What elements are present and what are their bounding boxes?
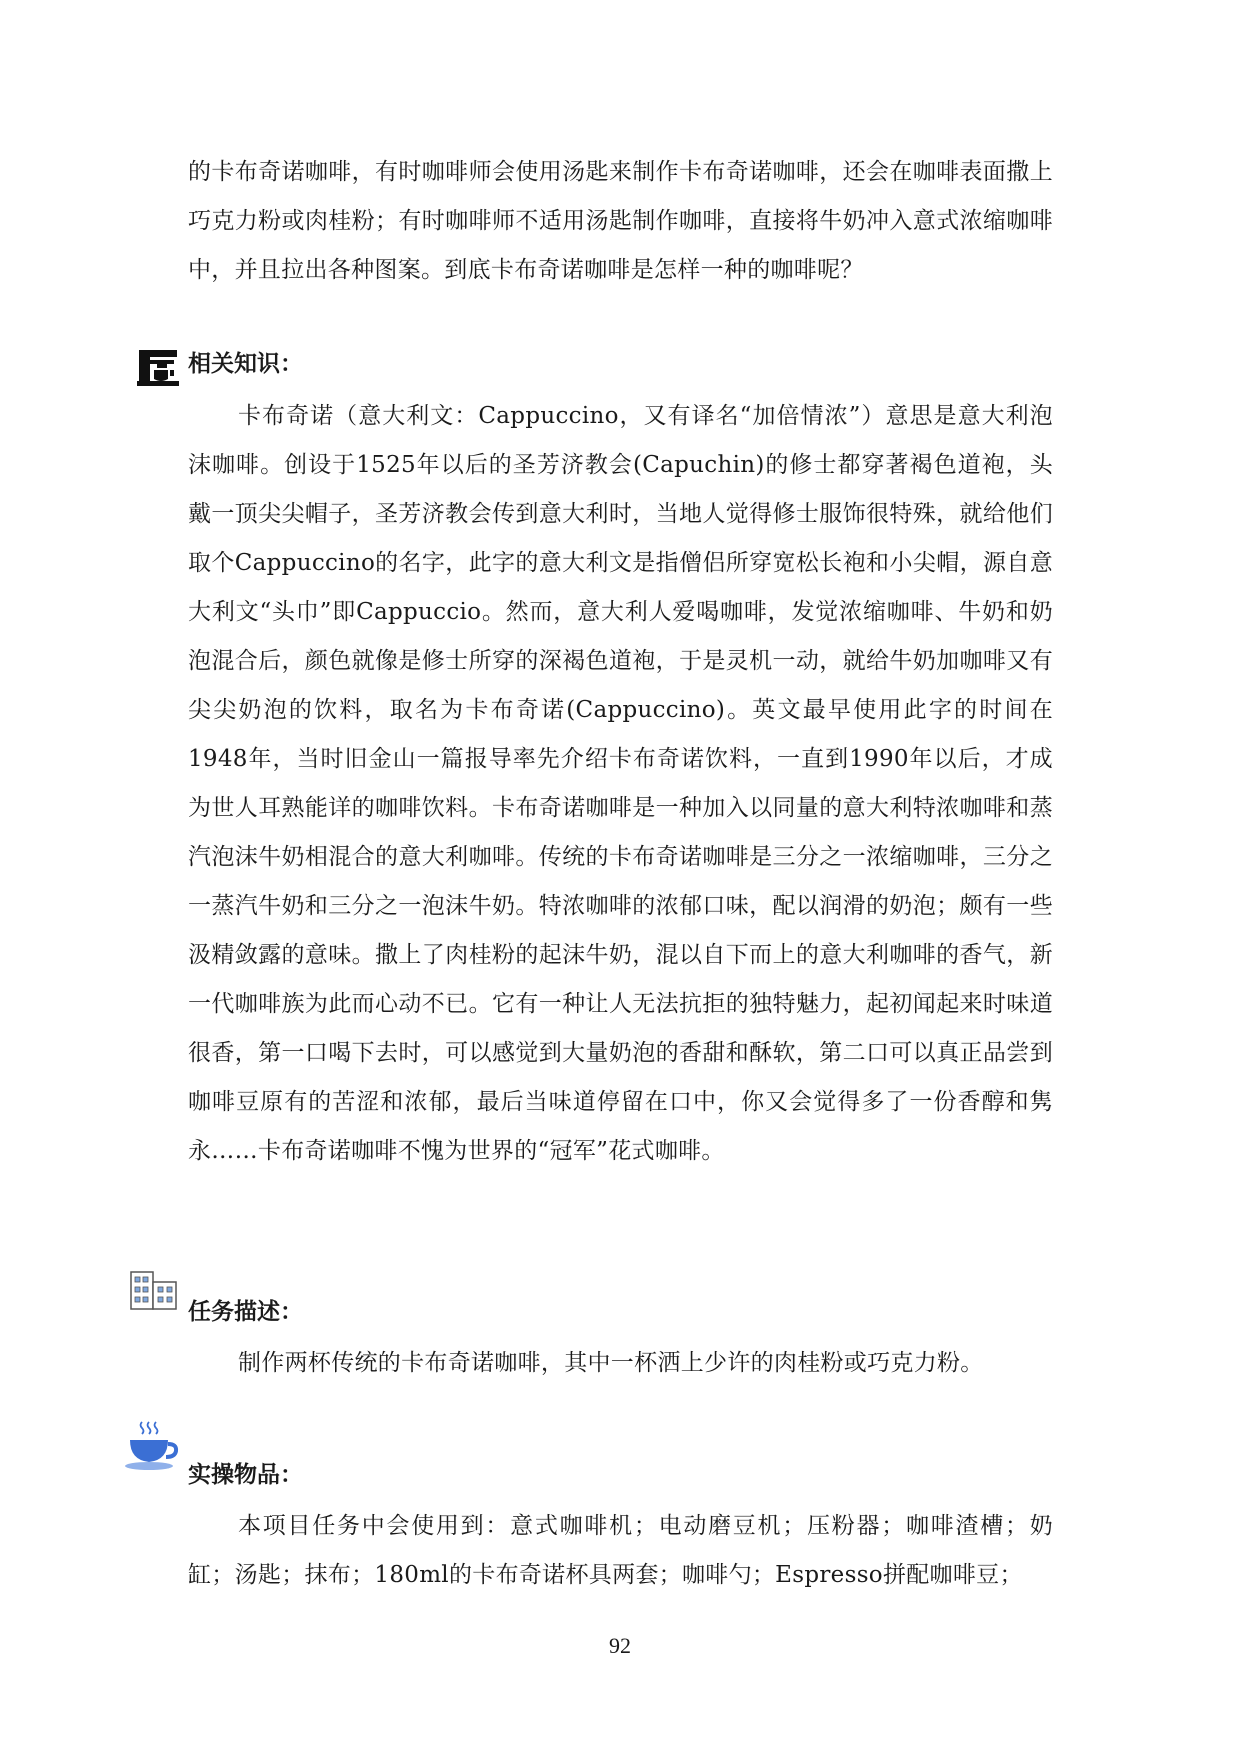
knowledge-paragraph: 卡布奇诺（意大利文：Cappuccino，又有译名“加倍情浓”）意思是意大利泡沫咖啡。创设于1525年以后的圣芳济教会(Capuchin)的修士都穿著褐色道袍，头戴一顶尖尖帽子，圣芳济教会传到意大利时，当地人觉得修士服饰很特殊，就给他们取个Cappuccino的名字，此字的意大利文是指僧侣所穿宽松长袍和小尖帽，源自意大利文“头巾”即Cappuccio。然而，意大利人爱喝咖啡，发觉浓缩咖啡、牛奶和奶泡混合后，颜色就像是修士所穿的深褐色道袍，于是灵机一动，就给牛奶加咖啡又有尖尖奶泡的饮料，取名为卡布奇诺(Cappuccino)。英文最早使用此字的时间在1948年，当时旧金山一篇报导率先介绍卡布奇诺饮料，一直到1990年以后，才成为世人耳熟能详的咖啡饮料。卡布奇诺咖啡是一种加入以同量的意大利特浓咖啡和蒸汽泡沫牛奶相混合的意大利咖啡。传统的卡布奇诺咖啡是三分之一浓缩咖啡，三分之一蒸汽牛奶和三分之一泡沫牛奶。特浓咖啡的浓郁口味，配以润滑的奶泡；颇有一些汲精敛露的意味。撒上了肉桂粉的起沫牛奶，混以自下而上的意大利咖啡的香气，新一代咖啡族为此而心动不已。它有一种让人无法抗拒的独特魅力，起初闻起来时味道很香，第一口喝下去时，可以感觉到大量奶泡的香甜和酥软，第二口可以真正品尝到咖啡豆原有的苦涩和浓郁，最后当味道停留在口中，你又会觉得多了一份香醇和隽永……卡布奇诺咖啡不愧为世界的“冠军”花式咖啡。 (188, 403, 1053, 1164)
page-number: 92 (609, 1633, 631, 1658)
building-icon (130, 1268, 178, 1314)
knowledge-heading: 相关知识： (188, 350, 303, 377)
coffee-cup-icon (122, 1418, 182, 1478)
task-paragraph: 制作两杯传统的卡布奇诺咖啡，其中一杯洒上少许的肉桂粉或巧克力粉。 (238, 1350, 984, 1376)
intro-paragraph: 的卡布奇诺咖啡，有时咖啡师会使用汤匙来制作卡布奇诺咖啡，还会在咖啡表面撒上巧克力粉或肉桂粉；有时咖啡师不适用汤匙制作咖啡，直接将牛奶冲入意式浓缩咖啡中，并且拉出各种图案。到底卡布奇诺咖啡是怎样一种的咖啡呢？ (188, 159, 1053, 283)
materials-heading: 实操物品： (188, 1461, 303, 1488)
task-heading: 任务描述： (188, 1298, 303, 1325)
coffee-machine-icon (137, 348, 179, 390)
materials-paragraph: 本项目任务中会使用到：意式咖啡机；电动磨豆机；压粉器；咖啡渣槽；奶缸；汤匙；抹布；180ml的卡布奇诺杯具两套；咖啡勺；Espresso拼配咖啡豆； (188, 1513, 1053, 1588)
